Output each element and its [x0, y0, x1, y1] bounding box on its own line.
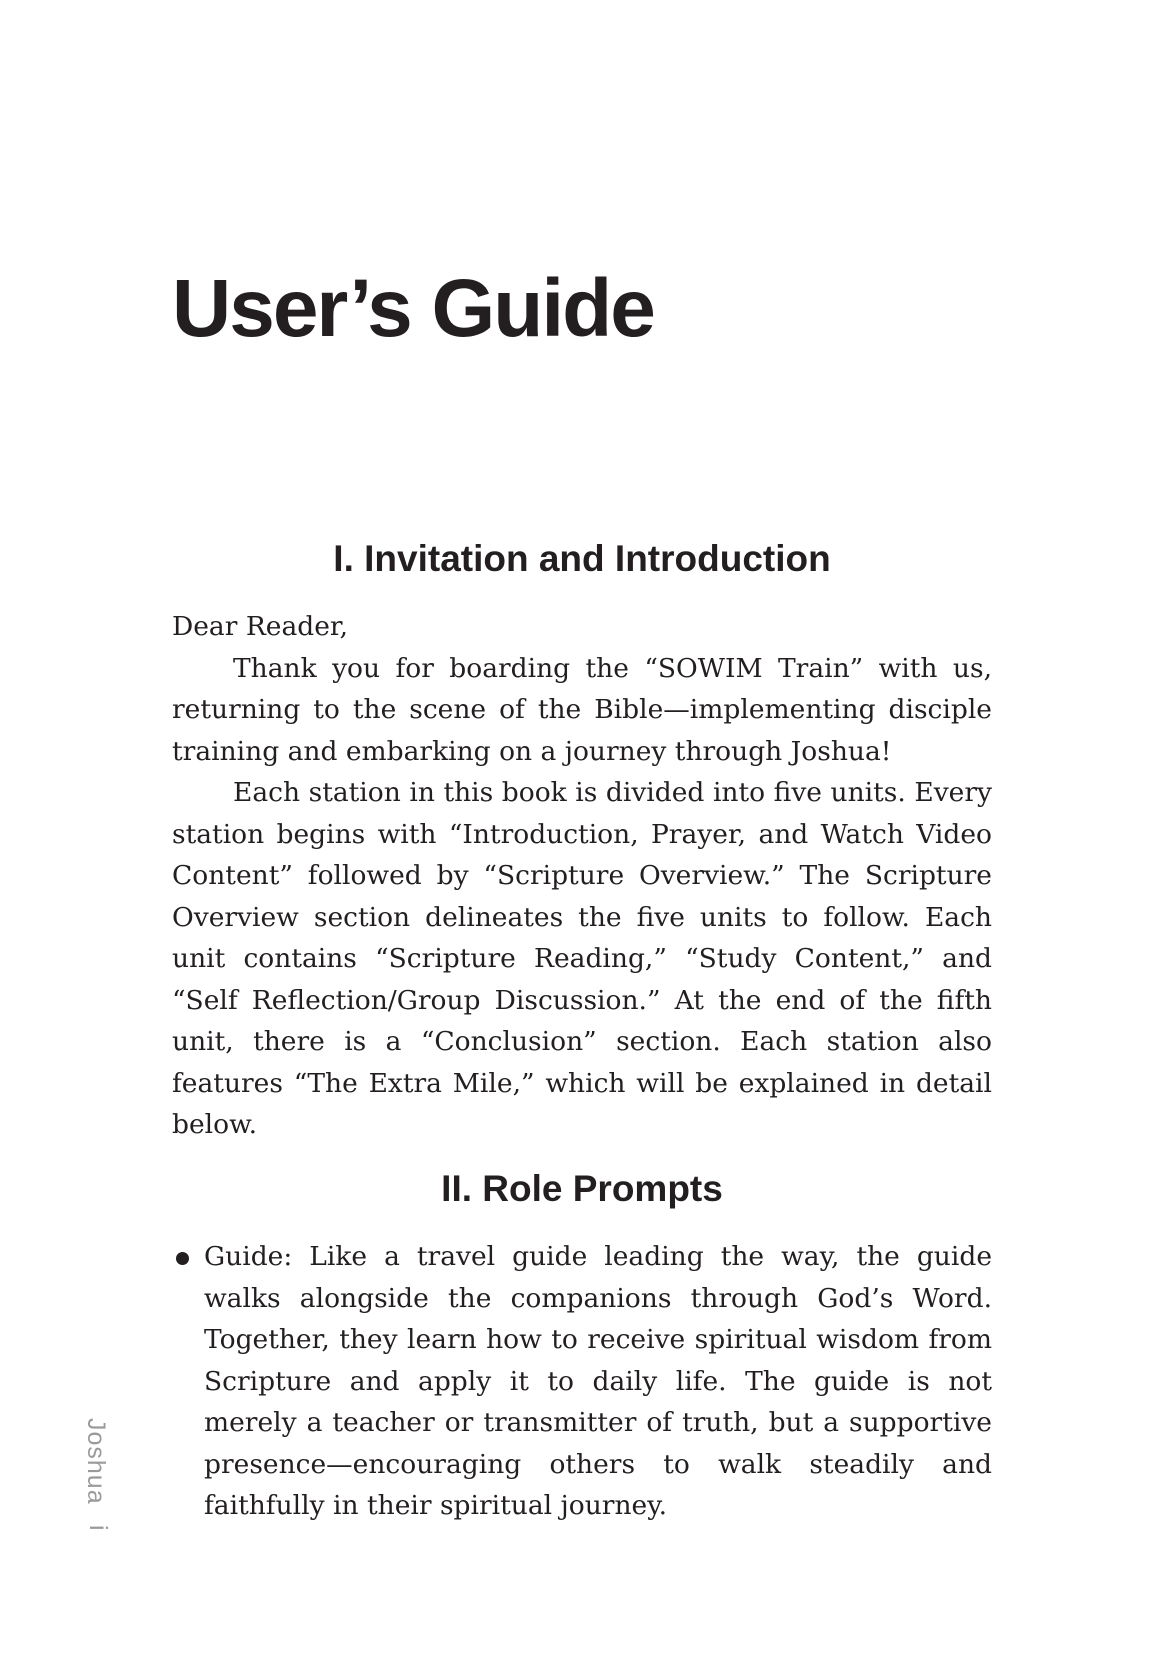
section-heading-invitation: I. Invitation and Introduction — [333, 538, 831, 579]
page-number: i — [84, 1525, 112, 1531]
running-head-book-title: Joshua — [82, 1418, 110, 1505]
list-item-text: Guide: Like a travel guide leading the way, the guide walks alongside the companions through God’s Word. Together, they learn how to receive spiritual wisdom from Scripture and apply it to daily life. The guide is not merely a teacher or transmitter of truth, but a supportive presence—encouraging others to walk steadily and faithfully in their spiritual journey. — [204, 1241, 992, 1521]
paragraph: Thank you for boarding the “SOWIM Train” with us, returning to the scene of the Bible—implementing disciple training and embarking on a journey through Joshua! — [172, 652, 992, 767]
role-prompts-list — [172, 1236, 992, 1527]
page-title: User’s Guide — [172, 263, 654, 354]
bullet-icon — [176, 1252, 189, 1265]
section-heading-role-prompts: II. Role Prompts — [441, 1168, 723, 1209]
salutation: Dear Reader, — [172, 611, 349, 642]
section-body-invitation — [172, 606, 992, 1146]
paragraph: Each station in this book is divided into five units. Every station begins with “Introduction, Prayer, and Watch Video Content” followed by “Scripture Overview.” The Scripture Overview section delineates the five units to follow. Each unit contains “Scripture Reading,” “Study Content,” and “Self Reflection/Group Discussion.” At the end of the fifth unit, there is a “Conclusion” section. Each station also features “The Extra Mile,” which will be explained in detail below. — [172, 777, 992, 1140]
list-item — [172, 1236, 992, 1527]
